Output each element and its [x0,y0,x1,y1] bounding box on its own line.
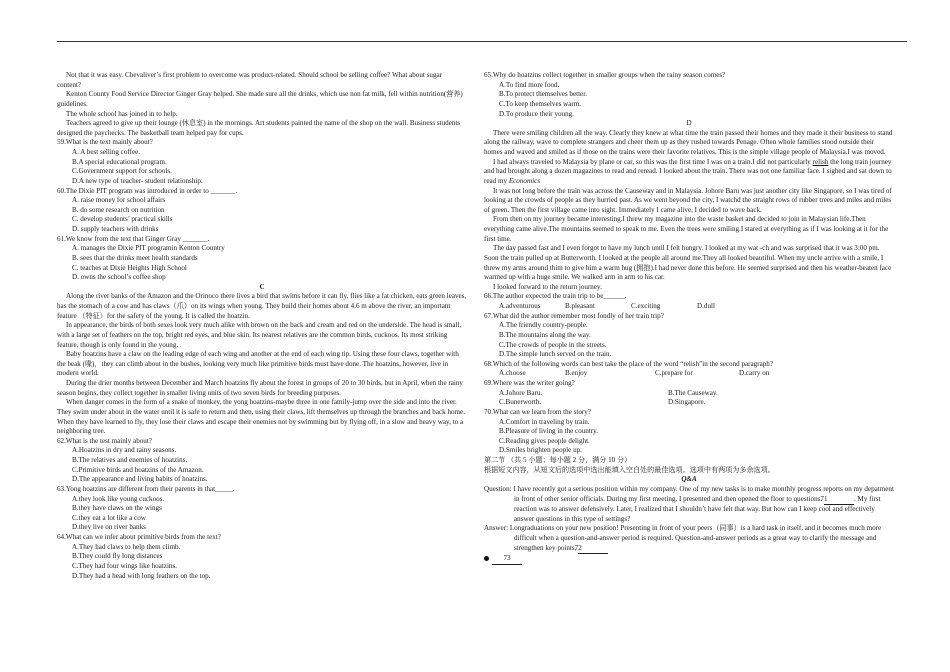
option-67-b[interactable]: B.The mountains along the way. [499,330,591,339]
option-64-d[interactable]: D.They had a head with long feathers on the top. [72,571,211,580]
option-64-b[interactable]: B.They could fly long distances [72,552,163,561]
question-59: 59.What is the text mainly about? [57,138,153,147]
option-67-d[interactable]: D.The simple lunch served on the train. [499,350,612,359]
relish-word: relish [812,157,829,166]
options-69-ab [484,389,894,399]
passage-b-paragraph: Teachers agreed to give up their lounge (休息室) in the mornings. Art students painted the name of the shop on the wall. Business students designed the paychecks. The basketball team helped pay for cups. [57,119,461,137]
option-65-d[interactable]: D.To produce their young. [499,109,574,118]
option-61-d[interactable]: D. owns the school’s coffee shop [72,273,166,282]
header-rule [57,41,907,42]
question-68: 68.Which of the following words can best take the place of the word “relish”in the second paragraph? [484,359,773,368]
option-59-c[interactable]: C.Government support for schools. [72,167,172,176]
question-label: Question: [484,484,514,493]
option-61-a[interactable]: A. manages the Dixie PIT programin Kenton Country [72,244,225,253]
option-66-d[interactable]: D.dull [697,302,715,310]
option-68-c[interactable]: C.prepare for [655,369,693,378]
option-69-d[interactable]: D.Singapore. [668,398,706,407]
bullet-icon [484,556,489,561]
option-70-d[interactable]: D.Smiles brighten people up. [499,446,582,455]
option-66-b[interactable]: B.pleasant [565,302,595,310]
question-67: 67.What did the author remember most fondly of her train trip? [484,311,664,320]
answer-text: Longraduations on your new position! Presenting in front of your peers（同事）is a hard task in itself, and it becomes much more difficult when a question-and-answer period is required. Question-and-answer periods as a great way to clarify the message and strengthen key points, [509,524,882,552]
option-60-d[interactable]: D. supply teachers with drinks [72,225,159,233]
magazine-title: Economics [508,176,540,185]
option-69-a[interactable]: A.Johore Baru. [499,388,543,397]
part-2-header: 第二节 （共 5 小题；每小题 2 分，满分 10 分） [484,456,632,464]
option-67-a[interactable]: A.The friendly country-people. [499,321,588,330]
option-59-d[interactable]: D.A new type of teacher- student relationship. [72,176,203,185]
option-67-c[interactable]: C.The crowds of people in the streets. [499,340,607,349]
blank-73[interactable]: 73 [492,554,522,565]
option-59-b[interactable]: B.A special educational program. [72,157,167,166]
passage-c-paragraph-4: During the drier months between December and March hoatzins fly about the forest in groups of 20 to 30 birds, but in April, when the rainy season begins, they collect together in smaller living units of two seven birds for breeding purposes. [57,379,463,397]
qa-title-text: Q&A [681,475,697,484]
options-69-cd [484,398,894,408]
question-block [484,485,894,525]
passage-c-paragraph-1: Along the river banks of the Amazon and the Orinoco there lives a bird that swims before it can fly, flies like a fat chicken, eats green leaves, has the stomach of a cow and has claws（爪）on its wings when young. They build their homes about 4.6 m above the river, an important feature （特征）for the safety of the young. It is called the hoatzin. [57,292,467,320]
option-68-a[interactable]: A.choose [499,369,526,378]
passage-b-paragraph: The whole school has joined in to help. [66,109,178,118]
blank-73-line [484,554,894,565]
passage-d-paragraph-2 [484,158,894,187]
blank-72[interactable]: 72 [578,544,608,555]
section-d-heading: D [686,119,692,128]
passage-c-paragraph-3: Baby hoatzins have a claw on the leading edge of each wing and another at the end of each wing tip. Using these four claws, together with the beak (喙)，they can climb about in the bushes, looking very much like primitive birds must have done. The hoatzins, however, live in modern world. [57,350,459,378]
option-70-a[interactable]: A.Comfort in traveling by train. [499,417,590,426]
passage-d-paragraph-5: The day passed fast and I even forgot to have my lunch until I felt hungry. I looked at my wat -ch and was surprised that it was 3:00 pm. Soon the train pulled up at Butterworth. I looked at the people all around me.They all looked beautiful. When my uncle arrive with a smile, I threw my arms around thim to give him a warm hug (拥抱).I had never done this before. He seemed surprised and then his weather-beaten face warmed up with a huge smile. We walked arm in arm to his car. [484,244,892,282]
option-59-a[interactable]: A. A best selling coffee. [72,148,141,156]
option-70-c[interactable]: C.Reading gives people delight. [499,436,590,445]
option-60-a[interactable]: A. raise money for school affairs [72,196,166,205]
option-70-b[interactable]: B.Pleasure of living in the country. [499,427,599,436]
option-68-d[interactable]: D.carry on [739,369,770,378]
passage-b-paragraph: Kenton County Food Service Director Ginger Gray helped. She made sure all the drinks, which use non fat milk, fell within nutrition(营养) guidelines. [57,90,463,108]
passage-c-paragraph-2: In appearance, the birds of both sexes look very much alike with brown on the back and cream and red on the underside. The head is small, with a large set of feathers on the top, bright red eyes, and blue skin. Its nearest relatives are the common birds, cuckoos. Its most striking feature, though is only found in the young. [57,321,462,349]
question-70: 70.What can we learn from the story? [484,407,591,416]
right-column [484,71,894,565]
section-c-heading: C [259,282,265,291]
passage-d-paragraph-4: From then on my journey became interesting.I threw my magazine into the waste basket and decided to join in Malaysian life.Then everything came alive.The mountains seemed to speak to me. Even the trees were smiling.I stared at everything as if I was looking at it for the first time. [484,215,889,243]
question-65: 65.Why do hoatzins collect together in smaller groups when the rainy season comes? [484,71,726,79]
option-62-b[interactable]: B.The relatives and enemies of hoatzins. [72,456,188,464]
option-66-a[interactable]: A.adventurous [499,302,541,310]
option-60-c[interactable]: C. develop students’ practical skills [72,215,173,224]
option-62-c[interactable]: C.Primitive birds and hoatzins of the Amazon. [72,465,204,474]
question-61: 61.We know from the text that Ginger Gray _______. [57,234,210,243]
passage-d-paragraph-1: There were smiling children all the way. Clearly they knew at what time the train passed their homes and they made it their business to stand along the railway, wave to complete strangers and cheer them up as they rushed towards Penage. Often whole families stood outside their homes and waved and smiled as if those on the trains were their favorite relatives. This is the simple village people of Malaysia.I was moved. [484,128,893,156]
question-text: I have recently got a serious position within my company. One of my new tasks is to make monthly progress reports on my depatment in front of other senior officials. During my first meeting, I presented and then opened the floor to questions. [513,484,894,503]
option-64-a[interactable]: A.They had claws to help them climb. [72,542,181,551]
option-61-b[interactable]: B. sees that the drinks meet health standards [72,253,198,262]
question-60: 60.The Dixie PIT program was introduced in order to _______. [57,186,238,195]
passage-d-paragraph-3: It was not long before the train was across the Causeway and in Malaysia. Johore Baru was just another city like Singapore, so I was tired of looking at the crowds of people as they hurried past. As we went beyond the city, I watchd the straight rows of rubber trees and miles and miles of green. Then the first village came into sight. Immediately I came alive, I decided to wave back. [484,186,892,214]
option-69-c[interactable]: C.Bunerworth. [499,398,542,407]
option-63-b[interactable]: B.they have claws on the wings [72,504,162,513]
option-65-a[interactable]: A.To find more food. [499,80,560,89]
question-66: 66.The author expected the train trip to be______. [484,292,627,301]
option-69-b[interactable]: B.The Causeway. [668,388,718,397]
part-2-instructions: 根据短文内容，从短文后的选项中选出能填入空白处的最佳选项。选项中有两项为多余选项。 [484,465,775,474]
question-63: 63.Yong hoatzins are different from their parents in that_____. [57,484,235,493]
option-66-c[interactable]: C.exciting [631,302,661,310]
passage-d-text: the long train journey and had brought along a dozen magazines to read and reread. I looked about the train. There was not one familiar face. I sighed and sat down to read my [484,157,892,185]
option-63-d[interactable]: D.they live on river banks [72,523,146,532]
option-65-c[interactable]: C.To keep themselves warm. [499,99,582,108]
answer-block [484,524,894,554]
option-61-c[interactable]: C. teaches at Dixie Heights High School [72,263,187,272]
option-62-a[interactable]: A.Hoatzins in dry and rainy seasons. [72,446,177,455]
option-65-b[interactable]: B.To protect themselves better. [499,90,587,99]
answer-label: Answer: [484,524,510,533]
option-68-b[interactable]: B.enjoy [565,369,588,378]
options-68 [484,369,894,379]
question-62: 62.What is the test mainly about? [57,436,152,445]
option-63-c[interactable]: C.they eat a lot like a cow [72,513,146,522]
passage-b-paragraph: Not that it was easy. Chevaliver’s first problem to overcome was product-related. Should school be selling coffee? What about sugar content? [57,71,442,89]
option-62-d[interactable]: D.The appearance and living babits of hoatzins. [72,475,208,484]
question-64: 64.What can we infer about primitive birds from the text? [57,533,221,541]
passage-d-paragraph-6: I looked forward to the return journey. [493,282,602,291]
left-column [57,71,467,581]
option-63-a[interactable]: A.they look like young cuckoos. [72,494,165,503]
qa-title [484,475,894,485]
passage-c-paragraph-5: When danger comes in the form of a snake of monkey, the yong hoatzins-maybe three in one family-jump over the side and into the river. They swim under about in the water until it is safe to return and then, using their claws, lift themselves up through the branches and back home. When they have learned to fly, they lose their claws and escape their enemies not by swimming but by flying off, in a slow and heavy way, to a neighboring tree. [57,398,465,436]
question-text: . My first reaction was to answer defensively. Later, I realized that I shouldn’t have felt that way. But how can I keep cool and effectively answer questions in this type of settings? [514,494,881,523]
option-60-b[interactable]: B. do some research on nutrition [72,205,165,214]
passage-d-text: I had always traveled to Malaysia by plane or car, so this was the first time I was on a train.I did not particularly [493,157,811,166]
question-69: 69.Where was the writer going? [484,379,575,387]
options-66 [484,302,894,312]
blank-71[interactable]: 71 [824,495,854,506]
option-64-c[interactable]: C.They had four wings like hoatzins. [72,561,178,570]
